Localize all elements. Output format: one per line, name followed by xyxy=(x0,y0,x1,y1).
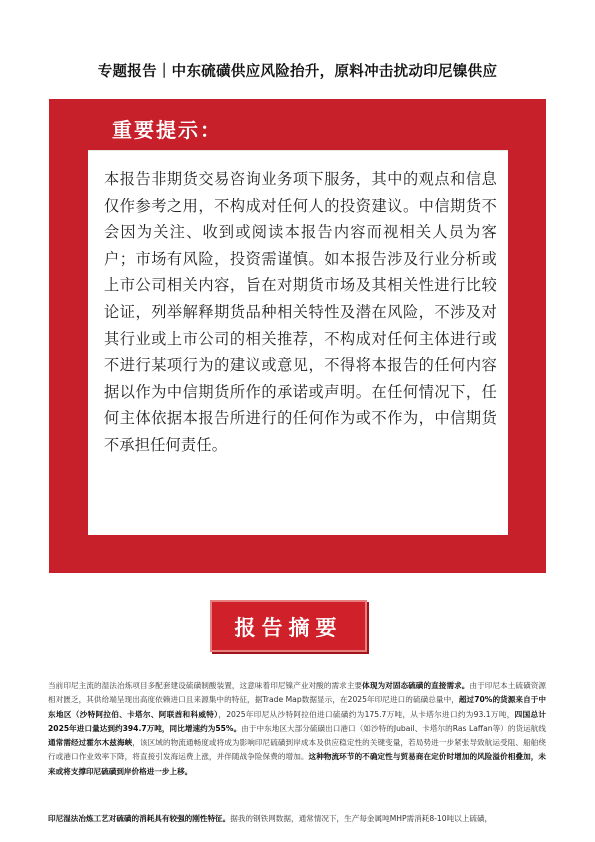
summary-paragraph-1 xyxy=(48,679,546,779)
text-run: ，2025年印尼从沙特阿拉伯进口硫磺约为175.7万吨，从卡塔尔进口约为93.1万吨， xyxy=(218,709,515,719)
summary-paragraph-2 xyxy=(48,812,546,826)
bold-text-run: 通常需经过霍尔木兹海峡 xyxy=(48,738,133,748)
text-run: ，该区域的物流通畅度或将成为影响印尼硫磺到岸成本及供应稳定性的关键变量，若局势进一步紧张导致航运受阻、船舶绕行或港口作业效率下降，将直接引发海运费上涨，并伴随战争险保费的增加。 xyxy=(48,738,547,762)
report-summary-button[interactable] xyxy=(210,600,367,652)
notice-heading: 重要提示： xyxy=(112,118,222,142)
notice-body: 本报告非期货交易咨询业务项下服务，其中的观点和信息仅作参考之用，不构成对任何人的投资建议。中信期货不会因为关注、收到或阅读本报告内容而视相关人员为客户；市场有风险，投资需谨慎。如本报告涉及行业分析或上市公司相关内容，旨在对期货市场及其相关性进行比较论证，列举解释期货品种相关特性及潜在风险，不涉及对其行业或上市公司的相关推荐，不构成对任何主体进行或不进行某项行为的建议或意见，不得将本报告的任何内容据以作为中信期货所作的承诺或声明。在任何情况下，任何主体依据本报告所进行的任何作为或不作为，中信期货不承担任何责任。 xyxy=(104,170,497,454)
bold-text-run: 四国总计2025年进口量达到约394.7万吨，同比增速约为55%。 xyxy=(48,709,546,733)
bold-text-run: 这种物流环节的不确定性与贸易商在定价时增加的风险溢价相叠加，未来或将支撑印尼硫磺到岸价格进一步上移。 xyxy=(48,752,546,776)
text-run: 由于印尼本土硫磺资源相对匮乏，其供给端呈现出高度依赖进口且来源集中的特征，据Trade Map数据显示，在2025年印尼进口的硫磺总量中， xyxy=(48,681,547,705)
text-run: 由于中东地区大部分硫磺出口港口（如沙特的Jubail、卡塔尔的Ras Laffan等）的货运航线 xyxy=(241,723,546,733)
report-summary-label: 报告摘要 xyxy=(234,616,343,640)
bold-text-run: 印尼湿法冶炼工艺对硫磺的消耗具有较强的刚性特征。 xyxy=(48,814,231,823)
text-run: 据我的钢铁网数据，通常情况下，生产每金属吨MHP需消耗8-10吨以上硫磺， xyxy=(230,814,493,823)
text-run: 当前印尼主流的湿法冶炼项目多配套建设硫磺制酸装置，这意味着印尼镍产业对酸的需求主要 xyxy=(48,681,363,690)
bold-text-run: 体现为对固态硫磺的直接需求。 xyxy=(362,681,470,690)
notice-header xyxy=(96,106,508,150)
bold-text-run: 超过70%的货源来自于中东地区（沙特阿拉伯、卡塔尔、阿联酋和科威特） xyxy=(48,695,546,719)
report-title: 专题报告｜中东硫磺供应风险抬升，原料冲击扰动印尼镍供应 xyxy=(97,64,498,80)
